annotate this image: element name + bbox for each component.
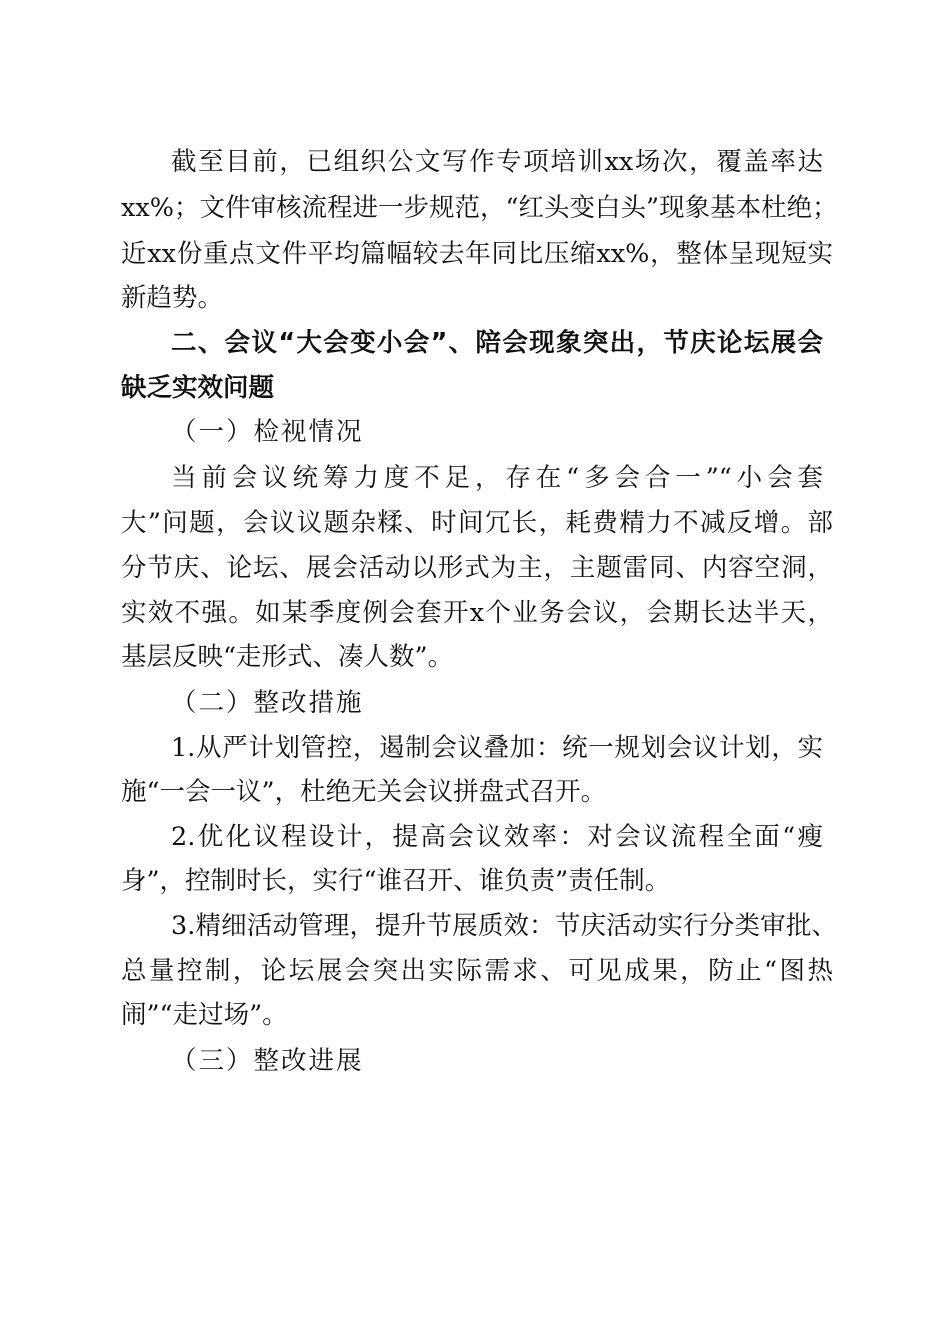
- para1-line-1: 截至目前，已组织公文写作专项培训xx场次，覆盖率达: [171, 147, 823, 177]
- section2-heading-line-2: 缺乏实效问题: [121, 373, 275, 403]
- inspection-line-3: 分节庆、论坛、展会活动以形式为主，主题雷同、内容空洞，: [121, 553, 833, 583]
- para1-line-4: 新趋势。: [121, 283, 224, 313]
- measure-2-line-2: 身”，控制时长，实行“谁召开、谁负责”责任制。: [121, 866, 671, 896]
- measure-2-line-1: 2.优化议程设计，提高会议效率：对会议流程全面“瘦: [171, 822, 823, 852]
- measure-3-line-2: 总量控制，论坛展会突出实际需求、可见成果，防止“图热: [121, 956, 833, 986]
- para1-line-2: xx%；文件审核流程进一步规范，“红头变白头”现象基本杜绝；: [121, 193, 838, 223]
- inspection-line-5: 基层反映“走形式、凑人数”。: [121, 642, 454, 672]
- subheading-progress: （三）整改进展: [171, 1046, 364, 1076]
- inspection-line-1: 当前会议统筹力度不足，存在“多会合一”“小会套: [171, 463, 823, 493]
- measure-3-line-1: 3.精细活动管理，提升节展质效：节庆活动实行分类审批、: [171, 911, 837, 941]
- subheading-measures: （二）整改措施: [171, 688, 364, 718]
- measure-1-line-2: 施“一会一议”，杜绝无关会议拼盘式召开。: [121, 777, 607, 807]
- measure-3-line-3: 闹”“走过场”。: [121, 1000, 288, 1030]
- para1-line-3: 近xx份重点文件平均篇幅较去年同比压缩xx%，整体呈现短实: [121, 239, 833, 269]
- measure-1-line-1: 1.从严计划管控，遏制会议叠加：统一规划会议计划，实: [171, 733, 823, 763]
- inspection-line-4: 实效不强。如某季度例会套开x个业务会议，会期长达半天，: [121, 598, 833, 628]
- inspection-line-2: 大”问题，会议议题杂糅、时间冗长，耗费精力不减反增。部: [121, 508, 833, 538]
- subheading-inspection: （一）检视情况: [171, 417, 364, 447]
- section2-heading-line-1: 二、会议“大会变小会”、陪会现象突出，节庆论坛展会: [171, 328, 823, 358]
